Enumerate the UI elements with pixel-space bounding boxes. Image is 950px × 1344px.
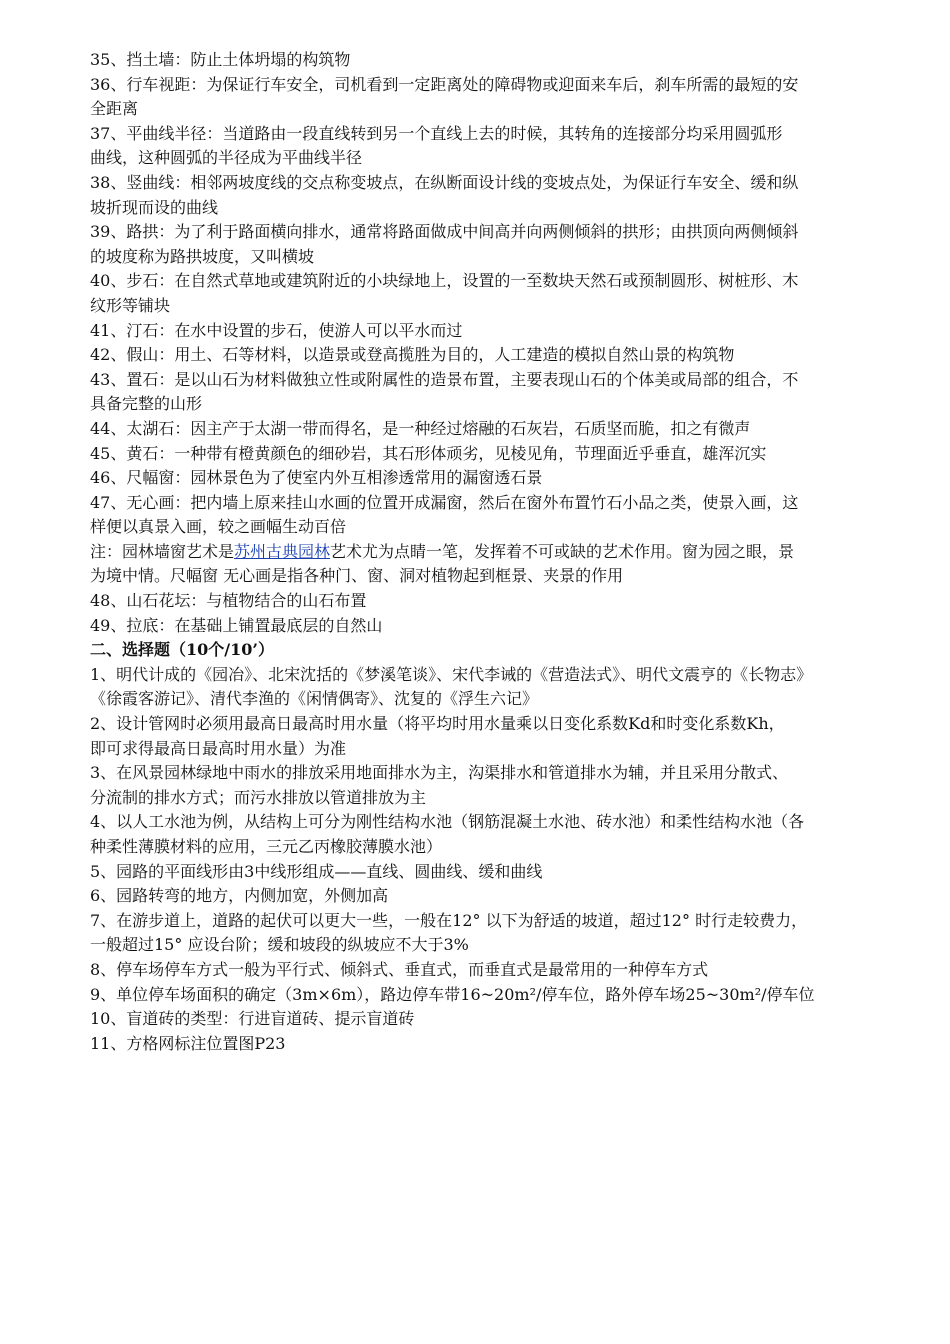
definition-item-line: 纹形等铺块 xyxy=(90,295,171,315)
definition-item-line: 37、平曲线半径：当道路由一段直线转到另一个直线上去的时候，其转角的连接部分均采用圆弧形 xyxy=(90,123,783,143)
definition-item-line: 36、行车视距：为保证行车安全，司机看到一定距离处的障碍物或迎面来车后，刹车所需的最短的安 xyxy=(90,74,799,94)
section-heading: 二、选择题（10个/10’） xyxy=(90,640,274,660)
definition-item xyxy=(90,171,920,220)
choice-item-line: 9、单位停车场面积的确定（3m×6m），路边停车带16~20m²/停车位，路外停车场25~30m²/停车位 xyxy=(90,984,815,1004)
definition-item xyxy=(90,589,920,614)
choice-item-line: 种柔性薄膜材料的应用，三元乙丙橡胶薄膜水池） xyxy=(90,837,443,856)
definition-item-line: 坡折现而设的曲线 xyxy=(90,197,219,217)
definition-item-line: 曲线，这种圆弧的半径成为平曲线半径 xyxy=(90,148,363,168)
definition-item-line: 35、挡土墙：防止土体坍塌的构筑物 xyxy=(90,50,351,69)
definition-item xyxy=(90,319,920,344)
choice-item-line: 分流制的排水方式；而污水排放以管道排放为主 xyxy=(90,787,427,807)
choice-item-line: 2、设计管网时必须用最高日最高时用水量（将平均时用水量乘以日变化系数Kd和时变化系数Kh， xyxy=(90,714,785,734)
definition-item-line: 45、黄石：一种带有橙黄颜色的细砂岩，其石形体顽劣，见棱见角，节理面近乎垂直，雄浑沉实 xyxy=(90,443,767,463)
choice-item-line: 3、在风景园林绿地中雨水的排放采用地面排水为主，沟渠排水和管道排水为辅，并且采用分散式、 xyxy=(90,763,789,783)
definition-item-line: 41、汀石：在水中设置的步石，使游人可以平水而过 xyxy=(90,320,463,340)
choice-item xyxy=(90,1032,920,1057)
definition-item-line: 全距离 xyxy=(90,99,139,119)
choice-item xyxy=(90,909,920,958)
definition-item xyxy=(90,73,920,122)
choice-item-line: 7、在游步道上，道路的起伏可以更大一些，一般在12° 以下为舒适的坡道，超过12° 时行走较费力， xyxy=(90,910,808,930)
definition-item xyxy=(90,466,920,491)
choice-item-line: 即可求得最高日最高时用水量）为准 xyxy=(90,738,347,758)
definition-item-line: 47、无心画：把内墙上原来挂山水画的位置开成漏窗，然后在窗外布置竹石小品之类，使景入画，这 xyxy=(90,492,799,512)
definition-item-line: 38、竖曲线：相邻两坡度线的交点称变坡点，在纵断面设计线的变坡点处，为保证行车安全、缓和纵 xyxy=(90,172,799,192)
choice-list xyxy=(90,663,920,1057)
choice-item xyxy=(90,712,920,761)
choice-item xyxy=(90,860,920,885)
note-prefix: 注：园林墙窗艺术是 xyxy=(90,541,235,561)
definition-item-line: 39、路拱：为了利于路面横向排水，通常将路面做成中间高并向两侧倾斜的拱形；由拱顶向两侧倾斜 xyxy=(90,222,799,242)
definition-item-line: 的坡度称为路拱坡度，又叫横坡 xyxy=(90,246,315,266)
definition-item xyxy=(90,269,920,318)
definitions-list xyxy=(90,48,920,540)
definition-item xyxy=(90,614,920,639)
definition-item xyxy=(90,48,920,73)
definition-item-line: 46、尺幅窗：园林景色为了使室内外互相渗透常用的漏窗透石景 xyxy=(90,468,543,488)
choice-item xyxy=(90,810,920,859)
choice-item xyxy=(90,884,920,909)
definition-item xyxy=(90,442,920,467)
choice-item xyxy=(90,663,920,712)
definition-item-line: 样便以真景入画，较之画幅生动百倍 xyxy=(90,517,347,537)
choice-item-line: 4、以人工水池为例，从结构上可分为刚性结构水池（钢筋混凝土水池、砖水池）和柔性结构水池（各 xyxy=(90,812,805,832)
choice-item-line: 8、停车场停车方式一般为平行式、倾斜式、垂直式，而垂直式是最常用的一种停车方式 xyxy=(90,959,709,979)
choice-item-line: 6、园路转弯的地方，内侧加宽，外侧加高 xyxy=(90,886,389,906)
definition-item-line: 44、太湖石：因主产于太湖一带而得名，是一种经过熔融的石灰岩，石质坚而脆，扣之有微声 xyxy=(90,418,751,438)
definition-item xyxy=(90,220,920,269)
definition-item-line: 48、山石花坛：与植物结合的山石布置 xyxy=(90,591,367,611)
definitions-list-2 xyxy=(90,589,920,638)
choice-item-line: 5、园路的平面线形由3中线形组成——直线、圆曲线、缓和曲线 xyxy=(90,861,543,881)
choice-item-line: 10、盲道砖的类型：行进盲道砖、提示盲道砖 xyxy=(90,1009,415,1029)
definition-item-line: 42、假山：用土、石等材料，以造景或登高揽胜为目的，人工建造的模拟自然山景的构筑物 xyxy=(90,345,735,365)
definition-item-line: 40、步石：在自然式草地或建筑附近的小块绿地上，设置的一至数块天然石或预制圆形、树桩形、木 xyxy=(90,271,799,291)
definition-item-line: 49、拉底：在基础上铺置最底层的自然山 xyxy=(90,615,383,635)
definition-item-line: 43、置石：是以山石为材料做独立性或附属性的造景布置，主要表现山石的个体美或局部的组合，不 xyxy=(90,369,799,389)
note-suffix: 艺术尤为点睛一笔，发挥着不可或缺的艺术作用。窗为园之眼，景 xyxy=(330,541,795,561)
definition-item xyxy=(90,343,920,368)
definition-item xyxy=(90,491,920,540)
choice-item-line: 1、明代计成的《园冶》、北宋沈括的《梦溪笔谈》、宋代李诫的《营造法式》、明代文震亨的《长物志》 xyxy=(90,664,813,684)
choice-item xyxy=(90,958,920,983)
choice-item-line: 《徐霞客游记》、清代李渔的《闲情偶寄》、沈复的《浮生六记》 xyxy=(90,689,539,709)
choice-item xyxy=(90,761,920,810)
choice-item xyxy=(90,983,920,1008)
note-paragraph xyxy=(90,540,920,589)
choice-item-line: 一般超过15° 应设台阶；缓和坡段的纵坡应不大于3% xyxy=(90,935,469,955)
definition-item-line: 具备完整的山形 xyxy=(90,394,203,414)
document-page xyxy=(90,48,920,1056)
definition-item xyxy=(90,122,920,171)
definition-item xyxy=(90,368,920,417)
note-line-2: 为境中情。尺幅窗 无心画是指各种门、窗、洞对植物起到框景、夹景的作用 xyxy=(90,566,624,586)
definition-item xyxy=(90,417,920,442)
choice-item-line: 11、方格网标注位置图P23 xyxy=(90,1033,286,1053)
suzhou-gardens-link[interactable]: 苏州古典园林 xyxy=(234,541,331,561)
choice-item xyxy=(90,1007,920,1032)
